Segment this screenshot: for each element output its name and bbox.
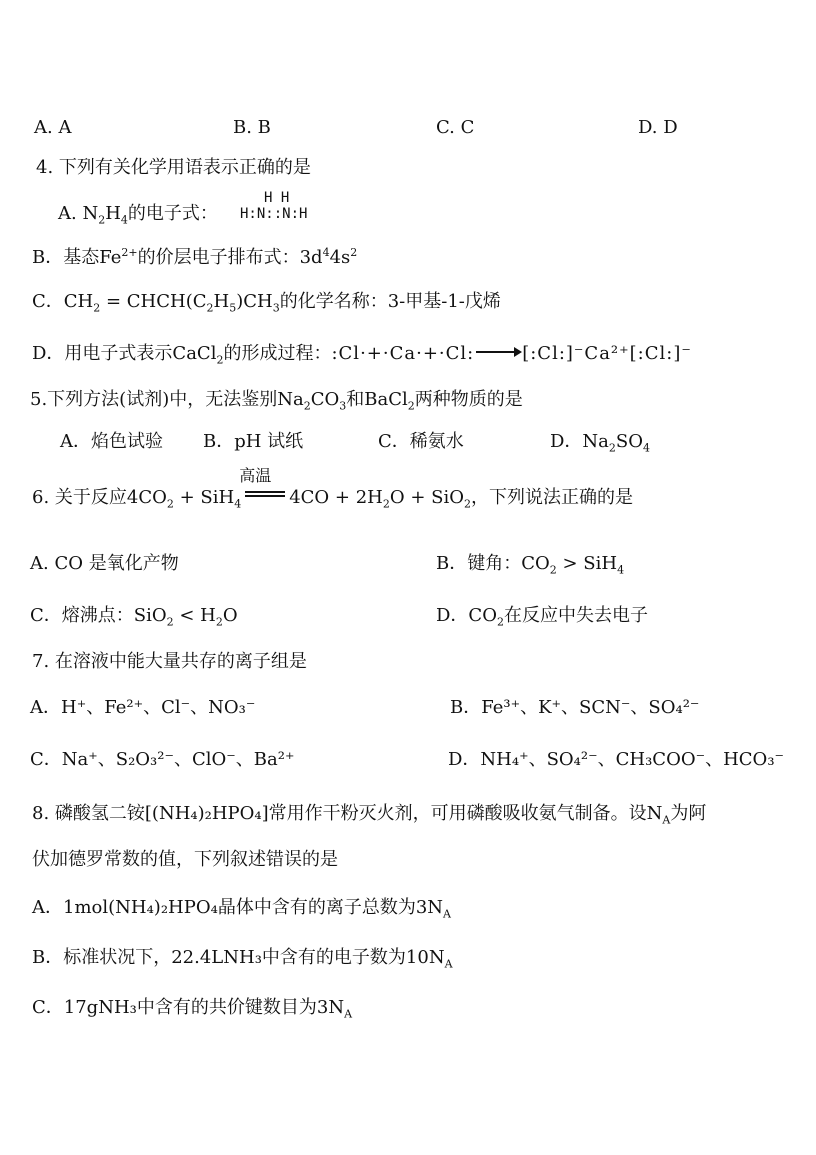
q4-option-b: B．基态$Fe^{2+}$的价层电子排布式：$3d^44s^2$ [32,246,358,268]
q8-option-c: C．17gNH₃中含有的共价键数目为$3N_A$ [32,997,353,1021]
q5-option-a: A．焰色试验 [60,431,163,452]
q7-stem: 7. 在溶液中能大量共存的离子组是 [32,651,307,672]
q7-option-b: B．Fe³⁺、K⁺、SCN⁻、SO₄²⁻ [450,697,700,718]
q5-option-d: D．$Na_2SO_4$ [550,431,651,455]
q4-option-a: A. $N_2H_4$的电子式： [58,203,218,227]
option-c: C. C [436,117,475,138]
q7-option-d: D．NH₄⁺、SO₄²⁻、CH₃COO⁻、HCO₃⁻ [448,749,785,770]
q4-stem: 4. 下列有关化学用语表示正确的是 [36,157,311,178]
reaction-arrow-icon [476,351,520,353]
q5-option-c: C．稀氨水 [378,431,464,452]
q6-option-b: B．键角：$CO_2 > SiH_4$ [436,553,625,577]
q6-option-c: C．熔沸点：$SiO_2 < H_2O$ [30,605,238,629]
option-b: B. B [233,117,271,138]
q4-option-d: D．用电子式表示CaCl$_2$的形成过程：:Cl·+·Ca·+·Cl: [:Cl:]⁻Ca²⁺[:Cl:]⁻ [32,343,692,367]
q4-a-electron-formula: H H H:N::N:H [240,190,308,222]
q4-option-c: C．$CH_2$ = $CHCH(C_2H_5)CH_3$的化学名称：3-甲基-1-戊烯 [32,291,501,315]
q6-option-d: D．$CO_2$在反应中失去电子 [436,605,648,629]
reaction-condition: 高温 [243,486,287,510]
option-a: A. A [34,117,72,138]
q6-stem: 6. 关于反应$4CO_2 + SiH_4$ 高温 $4CO + 2H_2O + SiO_2$，下列说法正确的是 [32,466,633,511]
q8-stem-line2: 伏加德罗常数的值，下列叙述错误的是 [32,849,338,870]
option-d: D. D [638,117,678,138]
q7-option-c: C．Na⁺、S₂O₃²⁻、ClO⁻、Ba²⁺ [30,749,295,770]
q7-option-a: A．H⁺、Fe²⁺、Cl⁻、NO₃⁻ [30,697,256,718]
q6-option-a: A. CO 是氧化产物 [30,553,179,574]
q8-stem-line1: 8. 磷酸氢二铵[(NH₄)₂HPO₄]常用作干粉灭火剂，可用磷酸吸收氨气制备。设$N_A$为阿 [32,803,707,827]
q5-stem: 5.下列方法(试剂)中，无法鉴别$Na_2CO_3$和BaCl$_2$两种物质的是 [30,389,523,413]
q8-option-a: A．1mol(NH₄)₂HPO₄晶体中含有的离子总数为$3N_A$ [32,897,451,921]
q5-option-b: B．pH 试纸 [203,431,304,452]
q8-option-b: B．标准状况下，22.4LNH₃中含有的电子数为$10N_A$ [32,947,453,971]
